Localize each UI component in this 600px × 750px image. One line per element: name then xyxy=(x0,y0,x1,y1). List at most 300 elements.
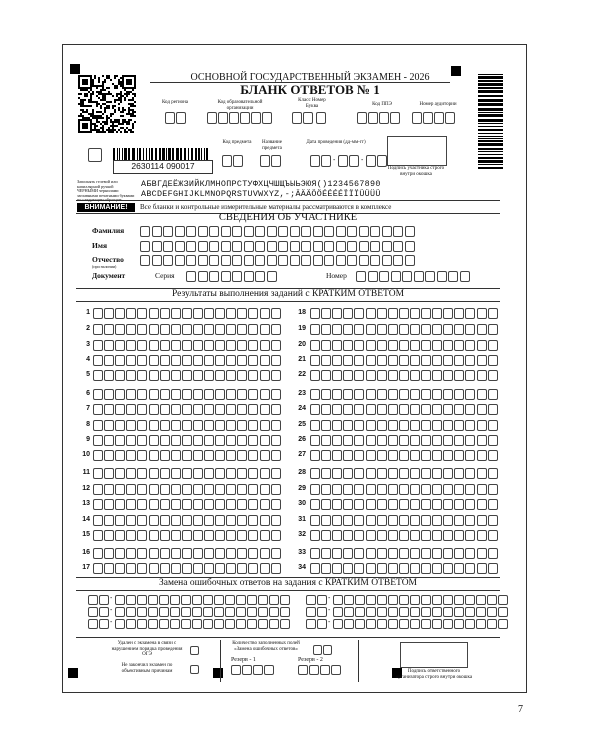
answer-cell[interactable] xyxy=(215,484,225,495)
answer-cell[interactable] xyxy=(410,370,420,381)
answer-cell[interactable] xyxy=(488,420,498,431)
answer-cell[interactable] xyxy=(310,435,320,446)
replacement-task-cell[interactable] xyxy=(306,619,316,629)
answer-cell[interactable] xyxy=(477,370,487,381)
replacement-task-cell[interactable] xyxy=(306,595,316,605)
answer-cell[interactable] xyxy=(137,389,147,400)
answer-cell[interactable] xyxy=(388,324,398,335)
answer-cell[interactable] xyxy=(366,370,376,381)
answer-cell[interactable] xyxy=(432,404,442,415)
answer-cell[interactable] xyxy=(126,420,136,431)
answer-cell[interactable] xyxy=(399,389,409,400)
answer-cell[interactable] xyxy=(204,355,214,366)
answer-cell[interactable] xyxy=(193,468,203,479)
exam-date-cell[interactable] xyxy=(321,155,331,167)
answer-cell[interactable] xyxy=(237,515,247,526)
answer-cell[interactable] xyxy=(149,515,159,526)
answer-cell[interactable] xyxy=(182,450,192,461)
answer-cell[interactable] xyxy=(115,370,125,381)
replacement-answer-cell[interactable] xyxy=(366,619,376,629)
replacement-answer-cell[interactable] xyxy=(355,607,365,617)
replacement-answer-cell[interactable] xyxy=(126,607,136,617)
answer-cell[interactable] xyxy=(149,355,159,366)
answer-cell[interactable] xyxy=(343,355,353,366)
replacement-answer-cell[interactable] xyxy=(137,607,147,617)
answer-cell[interactable] xyxy=(354,435,364,446)
answer-cell[interactable] xyxy=(332,499,342,510)
document-number-cell[interactable] xyxy=(460,271,470,282)
answer-cell[interactable] xyxy=(465,355,475,366)
answer-cell[interactable] xyxy=(215,515,225,526)
answer-cell[interactable] xyxy=(477,450,487,461)
answer-cell[interactable] xyxy=(465,420,475,431)
surname-cell[interactable] xyxy=(313,226,323,237)
answer-cell[interactable] xyxy=(149,499,159,510)
replacement-answer-cell[interactable] xyxy=(432,619,442,629)
patronymic-cell[interactable] xyxy=(393,255,403,266)
answer-cell[interactable] xyxy=(126,355,136,366)
answer-cell[interactable] xyxy=(215,389,225,400)
answer-cell[interactable] xyxy=(226,355,236,366)
replacement-task-cell[interactable] xyxy=(317,619,327,629)
answer-cell[interactable] xyxy=(332,468,342,479)
answer-cell[interactable] xyxy=(477,435,487,446)
answer-cell[interactable] xyxy=(160,308,170,319)
answer-cell[interactable] xyxy=(488,340,498,351)
surname-cell[interactable] xyxy=(221,226,231,237)
answer-cell[interactable] xyxy=(410,355,420,366)
answer-cell[interactable] xyxy=(388,530,398,541)
answer-cell[interactable] xyxy=(171,324,181,335)
answer-cell[interactable] xyxy=(104,389,114,400)
replacement-answer-cell[interactable] xyxy=(269,619,279,629)
surname-cell[interactable] xyxy=(152,226,162,237)
patronymic-cell[interactable] xyxy=(313,255,323,266)
surname-cell[interactable] xyxy=(140,226,150,237)
answer-cell[interactable] xyxy=(321,404,331,415)
answer-cell[interactable] xyxy=(149,435,159,446)
answer-cell[interactable] xyxy=(171,370,181,381)
replacement-answer-cell[interactable] xyxy=(344,619,354,629)
answer-cell[interactable] xyxy=(193,370,203,381)
name-cell[interactable] xyxy=(290,241,300,252)
patronymic-cell[interactable] xyxy=(382,255,392,266)
answer-cell[interactable] xyxy=(399,308,409,319)
answer-cell[interactable] xyxy=(182,484,192,495)
answer-cell[interactable] xyxy=(443,468,453,479)
org-code-cell[interactable] xyxy=(262,112,272,124)
answer-cell[interactable] xyxy=(343,499,353,510)
answer-cell[interactable] xyxy=(377,563,387,574)
answer-cell[interactable] xyxy=(488,515,498,526)
answer-cell[interactable] xyxy=(354,389,364,400)
answer-cell[interactable] xyxy=(332,530,342,541)
answer-cell[interactable] xyxy=(271,324,281,335)
answer-cell[interactable] xyxy=(260,548,270,559)
answer-cell[interactable] xyxy=(443,355,453,366)
answer-cell[interactable] xyxy=(93,484,103,495)
answer-cell[interactable] xyxy=(488,548,498,559)
answer-cell[interactable] xyxy=(410,324,420,335)
answer-cell[interactable] xyxy=(93,370,103,381)
answer-cell[interactable] xyxy=(171,389,181,400)
reserve2-cell[interactable] xyxy=(298,665,308,675)
answer-cell[interactable] xyxy=(204,308,214,319)
answer-cell[interactable] xyxy=(354,548,364,559)
answer-cell[interactable] xyxy=(271,308,281,319)
answer-cell[interactable] xyxy=(271,468,281,479)
answer-cell[interactable] xyxy=(399,450,409,461)
answer-cell[interactable] xyxy=(432,484,442,495)
answer-cell[interactable] xyxy=(388,450,398,461)
answer-cell[interactable] xyxy=(137,420,147,431)
answer-cell[interactable] xyxy=(488,468,498,479)
answer-cell[interactable] xyxy=(215,370,225,381)
answer-cell[interactable] xyxy=(126,450,136,461)
replacement-answer-cell[interactable] xyxy=(137,619,147,629)
answer-cell[interactable] xyxy=(260,450,270,461)
answer-cell[interactable] xyxy=(160,530,170,541)
answer-cell[interactable] xyxy=(465,515,475,526)
answer-cell[interactable] xyxy=(343,389,353,400)
surname-cell[interactable] xyxy=(198,226,208,237)
answer-cell[interactable] xyxy=(193,450,203,461)
answer-cell[interactable] xyxy=(193,499,203,510)
document-number-cell[interactable] xyxy=(391,271,401,282)
answer-cell[interactable] xyxy=(343,404,353,415)
replacement-answer-cell[interactable] xyxy=(148,619,158,629)
answer-cell[interactable] xyxy=(260,484,270,495)
answer-cell[interactable] xyxy=(354,420,364,431)
answer-cell[interactable] xyxy=(93,308,103,319)
replacement-answer-cell[interactable] xyxy=(214,595,224,605)
replacement-answer-cell[interactable] xyxy=(498,595,508,605)
replacement-answer-cell[interactable] xyxy=(225,607,235,617)
surname-cell[interactable] xyxy=(359,226,369,237)
answer-cell[interactable] xyxy=(171,563,181,574)
answer-cell[interactable] xyxy=(388,389,398,400)
answer-cell[interactable] xyxy=(321,340,331,351)
answer-cell[interactable] xyxy=(332,435,342,446)
answer-cell[interactable] xyxy=(226,468,236,479)
answer-cell[interactable] xyxy=(388,484,398,495)
answer-cell[interactable] xyxy=(248,499,258,510)
org-code-cell[interactable] xyxy=(207,112,217,124)
answer-cell[interactable] xyxy=(149,484,159,495)
answer-cell[interactable] xyxy=(193,389,203,400)
answer-cell[interactable] xyxy=(465,563,475,574)
answer-cell[interactable] xyxy=(248,404,258,415)
replacement-answer-cell[interactable] xyxy=(280,607,290,617)
answer-cell[interactable] xyxy=(204,499,214,510)
answer-cell[interactable] xyxy=(126,484,136,495)
answer-cell[interactable] xyxy=(488,389,498,400)
answer-cell[interactable] xyxy=(366,468,376,479)
replacement-answer-cell[interactable] xyxy=(181,595,191,605)
answer-cell[interactable] xyxy=(237,404,247,415)
name-cell[interactable] xyxy=(163,241,173,252)
answer-cell[interactable] xyxy=(366,355,376,366)
answer-cell[interactable] xyxy=(443,515,453,526)
document-number-cell[interactable] xyxy=(379,271,389,282)
answer-cell[interactable] xyxy=(399,355,409,366)
answer-cell[interactable] xyxy=(399,370,409,381)
answer-cell[interactable] xyxy=(443,548,453,559)
answer-cell[interactable] xyxy=(126,404,136,415)
answer-cell[interactable] xyxy=(354,404,364,415)
answer-cell[interactable] xyxy=(215,548,225,559)
answer-cell[interactable] xyxy=(410,420,420,431)
surname-cell[interactable] xyxy=(255,226,265,237)
answer-cell[interactable] xyxy=(160,420,170,431)
answer-cell[interactable] xyxy=(332,450,342,461)
answer-cell[interactable] xyxy=(432,435,442,446)
exam-date-cell[interactable] xyxy=(338,155,348,167)
answer-cell[interactable] xyxy=(421,530,431,541)
answer-cell[interactable] xyxy=(215,308,225,319)
class-number-cell[interactable] xyxy=(303,112,313,124)
answer-cell[interactable] xyxy=(271,563,281,574)
answer-cell[interactable] xyxy=(226,499,236,510)
answer-cell[interactable] xyxy=(226,484,236,495)
replacement-answer-cell[interactable] xyxy=(399,595,409,605)
replacement-answer-cell[interactable] xyxy=(377,619,387,629)
surname-cell[interactable] xyxy=(186,226,196,237)
answer-cell[interactable] xyxy=(332,548,342,559)
answer-cell[interactable] xyxy=(432,324,442,335)
answer-cell[interactable] xyxy=(465,484,475,495)
answer-cell[interactable] xyxy=(399,548,409,559)
answer-cell[interactable] xyxy=(204,530,214,541)
answer-cell[interactable] xyxy=(115,468,125,479)
answer-cell[interactable] xyxy=(354,499,364,510)
answer-cell[interactable] xyxy=(137,435,147,446)
answer-cell[interactable] xyxy=(377,468,387,479)
answer-cell[interactable] xyxy=(104,420,114,431)
answer-cell[interactable] xyxy=(343,308,353,319)
answer-cell[interactable] xyxy=(410,389,420,400)
answer-cell[interactable] xyxy=(182,420,192,431)
exam-date-cell[interactable] xyxy=(366,155,376,167)
answer-cell[interactable] xyxy=(399,468,409,479)
answer-cell[interactable] xyxy=(399,484,409,495)
answer-cell[interactable] xyxy=(160,340,170,351)
answer-cell[interactable] xyxy=(237,548,247,559)
subject-name-cell[interactable] xyxy=(260,155,270,167)
answer-cell[interactable] xyxy=(310,484,320,495)
ppe-code-cell[interactable] xyxy=(357,112,367,124)
answer-cell[interactable] xyxy=(160,404,170,415)
answer-cell[interactable] xyxy=(215,435,225,446)
answer-cell[interactable] xyxy=(432,450,442,461)
answer-cell[interactable] xyxy=(410,563,420,574)
answer-cell[interactable] xyxy=(215,499,225,510)
answer-cell[interactable] xyxy=(377,389,387,400)
answer-cell[interactable] xyxy=(366,563,376,574)
replacement-task-cell[interactable] xyxy=(99,595,109,605)
answer-cell[interactable] xyxy=(160,468,170,479)
answer-cell[interactable] xyxy=(421,370,431,381)
replacement-task-cell[interactable] xyxy=(317,607,327,617)
answer-cell[interactable] xyxy=(93,530,103,541)
answer-cell[interactable] xyxy=(193,548,203,559)
document-series-cell[interactable] xyxy=(255,271,265,282)
answer-cell[interactable] xyxy=(237,468,247,479)
name-cell[interactable] xyxy=(301,241,311,252)
replacement-answer-cell[interactable] xyxy=(126,595,136,605)
replacement-answer-cell[interactable] xyxy=(410,595,420,605)
answer-cell[interactable] xyxy=(354,450,364,461)
answer-cell[interactable] xyxy=(104,563,114,574)
replacement-answer-cell[interactable] xyxy=(355,619,365,629)
answer-cell[interactable] xyxy=(182,324,192,335)
answer-cell[interactable] xyxy=(377,515,387,526)
answer-cell[interactable] xyxy=(443,389,453,400)
answer-cell[interactable] xyxy=(260,515,270,526)
name-cell[interactable] xyxy=(370,241,380,252)
answer-cell[interactable] xyxy=(477,389,487,400)
answer-cell[interactable] xyxy=(271,548,281,559)
answer-cell[interactable] xyxy=(260,404,270,415)
answer-cell[interactable] xyxy=(260,370,270,381)
patronymic-cell[interactable] xyxy=(336,255,346,266)
answer-cell[interactable] xyxy=(421,308,431,319)
answer-cell[interactable] xyxy=(410,499,420,510)
patronymic-cell[interactable] xyxy=(370,255,380,266)
answer-cell[interactable] xyxy=(271,515,281,526)
answer-cell[interactable] xyxy=(237,499,247,510)
answer-cell[interactable] xyxy=(388,548,398,559)
answer-cell[interactable] xyxy=(343,435,353,446)
answer-cell[interactable] xyxy=(248,355,258,366)
answer-cell[interactable] xyxy=(388,404,398,415)
answer-cell[interactable] xyxy=(332,484,342,495)
replacement-answer-cell[interactable] xyxy=(170,595,180,605)
answer-cell[interactable] xyxy=(104,370,114,381)
replacement-answer-cell[interactable] xyxy=(280,595,290,605)
answer-cell[interactable] xyxy=(321,484,331,495)
answer-cell[interactable] xyxy=(204,435,214,446)
answer-cell[interactable] xyxy=(237,563,247,574)
answer-cell[interactable] xyxy=(366,499,376,510)
answer-cell[interactable] xyxy=(377,435,387,446)
answer-cell[interactable] xyxy=(421,420,431,431)
replacement-answer-cell[interactable] xyxy=(377,595,387,605)
answer-cell[interactable] xyxy=(160,355,170,366)
answer-cell[interactable] xyxy=(248,435,258,446)
replacement-answer-cell[interactable] xyxy=(443,619,453,629)
answer-cell[interactable] xyxy=(271,499,281,510)
answer-cell[interactable] xyxy=(443,499,453,510)
answer-cell[interactable] xyxy=(332,308,342,319)
room-number-cell[interactable] xyxy=(412,112,422,124)
answer-cell[interactable] xyxy=(104,499,114,510)
answer-cell[interactable] xyxy=(354,515,364,526)
answer-cell[interactable] xyxy=(410,484,420,495)
reserve2-cell[interactable] xyxy=(320,665,330,675)
answer-cell[interactable] xyxy=(432,563,442,574)
answer-cell[interactable] xyxy=(388,370,398,381)
answer-cell[interactable] xyxy=(399,515,409,526)
answer-cell[interactable] xyxy=(171,340,181,351)
answer-cell[interactable] xyxy=(310,515,320,526)
answer-cell[interactable] xyxy=(182,499,192,510)
answer-cell[interactable] xyxy=(104,530,114,541)
answer-cell[interactable] xyxy=(410,515,420,526)
answer-cell[interactable] xyxy=(443,420,453,431)
replacement-answer-cell[interactable] xyxy=(115,595,125,605)
replacement-answer-cell[interactable] xyxy=(148,607,158,617)
document-number-cell[interactable] xyxy=(425,271,435,282)
answer-cell[interactable] xyxy=(149,389,159,400)
answer-cell[interactable] xyxy=(332,563,342,574)
answer-cell[interactable] xyxy=(388,435,398,446)
answer-cell[interactable] xyxy=(137,370,147,381)
answer-cell[interactable] xyxy=(454,370,464,381)
answer-cell[interactable] xyxy=(193,340,203,351)
answer-cell[interactable] xyxy=(454,324,464,335)
answer-cell[interactable] xyxy=(182,389,192,400)
room-number-cell[interactable] xyxy=(445,112,455,124)
surname-cell[interactable] xyxy=(209,226,219,237)
answer-cell[interactable] xyxy=(93,548,103,559)
answer-cell[interactable] xyxy=(343,370,353,381)
answer-cell[interactable] xyxy=(488,324,498,335)
subject-code-cell[interactable] xyxy=(233,155,243,167)
document-number-cell[interactable] xyxy=(402,271,412,282)
answer-cell[interactable] xyxy=(160,435,170,446)
answer-cell[interactable] xyxy=(104,484,114,495)
answer-cell[interactable] xyxy=(321,435,331,446)
answer-cell[interactable] xyxy=(477,530,487,541)
answer-cell[interactable] xyxy=(126,389,136,400)
replacement-answer-cell[interactable] xyxy=(258,619,268,629)
answer-cell[interactable] xyxy=(137,450,147,461)
answer-cell[interactable] xyxy=(454,404,464,415)
name-cell[interactable] xyxy=(267,241,277,252)
replacement-answer-cell[interactable] xyxy=(159,607,169,617)
answer-cell[interactable] xyxy=(310,324,320,335)
replacement-answer-cell[interactable] xyxy=(344,595,354,605)
answer-cell[interactable] xyxy=(343,515,353,526)
answer-cell[interactable] xyxy=(354,468,364,479)
answer-cell[interactable] xyxy=(399,420,409,431)
signature-box[interactable] xyxy=(387,136,447,166)
answer-cell[interactable] xyxy=(465,499,475,510)
answer-cell[interactable] xyxy=(432,340,442,351)
answer-cell[interactable] xyxy=(477,499,487,510)
answer-cell[interactable] xyxy=(237,435,247,446)
answer-cell[interactable] xyxy=(115,515,125,526)
answer-cell[interactable] xyxy=(193,420,203,431)
answer-cell[interactable] xyxy=(477,420,487,431)
name-cell[interactable] xyxy=(347,241,357,252)
answer-cell[interactable] xyxy=(126,515,136,526)
answer-cell[interactable] xyxy=(399,404,409,415)
answer-cell[interactable] xyxy=(443,450,453,461)
answer-cell[interactable] xyxy=(248,370,258,381)
replacement-task-cell[interactable] xyxy=(88,607,98,617)
answer-cell[interactable] xyxy=(204,468,214,479)
answer-cell[interactable] xyxy=(171,404,181,415)
surname-cell[interactable] xyxy=(382,226,392,237)
room-number-cell[interactable] xyxy=(423,112,433,124)
answer-cell[interactable] xyxy=(321,308,331,319)
answer-cell[interactable] xyxy=(248,308,258,319)
answer-cell[interactable] xyxy=(104,308,114,319)
replacement-answer-cell[interactable] xyxy=(465,607,475,617)
answer-cell[interactable] xyxy=(260,340,270,351)
